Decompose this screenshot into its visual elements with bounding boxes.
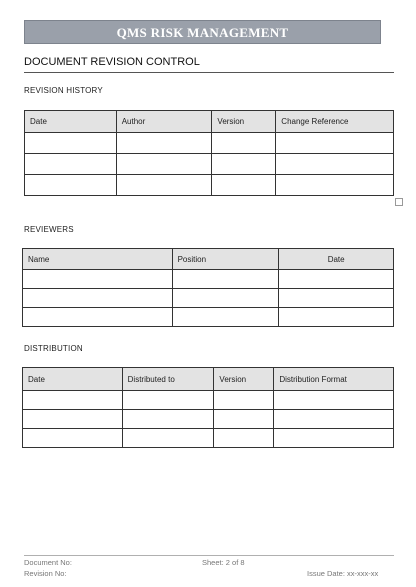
table-cell[interactable] bbox=[274, 410, 394, 429]
column-header-change-reference: Change Reference bbox=[276, 111, 394, 133]
distribution-table bbox=[22, 367, 394, 448]
table-cell[interactable] bbox=[172, 308, 279, 327]
reviewers-table bbox=[22, 248, 394, 327]
table-cell[interactable] bbox=[214, 429, 274, 448]
table-cell[interactable] bbox=[25, 175, 117, 196]
table-cell[interactable] bbox=[279, 289, 394, 308]
table-cell[interactable] bbox=[23, 429, 123, 448]
table-cell[interactable] bbox=[279, 270, 394, 289]
table-cell[interactable] bbox=[274, 391, 394, 410]
column-header-date: Date bbox=[23, 368, 123, 391]
column-header-distributed-to: Distributed to bbox=[122, 368, 214, 391]
table-cell[interactable] bbox=[276, 175, 394, 196]
table-row bbox=[23, 429, 394, 448]
footer-divider bbox=[24, 555, 394, 556]
footer-sheet: Sheet: 2 of 8 bbox=[202, 558, 245, 567]
table-resize-handle[interactable] bbox=[395, 198, 403, 206]
table-cell[interactable] bbox=[23, 391, 123, 410]
table-cell[interactable] bbox=[116, 133, 212, 154]
table-cell[interactable] bbox=[276, 154, 394, 175]
table-cell[interactable] bbox=[212, 133, 276, 154]
table-cell[interactable] bbox=[116, 154, 212, 175]
distribution-label: DISTRIBUTION bbox=[24, 344, 83, 353]
document-title: DOCUMENT REVISION CONTROL bbox=[24, 56, 200, 68]
table-header-row bbox=[23, 249, 394, 270]
table-cell[interactable] bbox=[279, 308, 394, 327]
footer-revision-no: Revision No: bbox=[24, 569, 67, 578]
revision-history-table bbox=[24, 110, 394, 196]
table-cell[interactable] bbox=[116, 175, 212, 196]
header-banner: QMS RISK MANAGEMENT bbox=[24, 20, 381, 44]
footer-issue-date: Issue Date: xx-xxx-xx bbox=[307, 569, 379, 578]
revision-history-label: REVISION HISTORY bbox=[24, 86, 103, 95]
table-row bbox=[23, 289, 394, 308]
column-header-date: Date bbox=[25, 111, 117, 133]
column-header-author: Author bbox=[116, 111, 212, 133]
table-cell[interactable] bbox=[23, 289, 173, 308]
table-cell[interactable] bbox=[23, 308, 173, 327]
table-cell[interactable] bbox=[122, 391, 214, 410]
title-divider bbox=[24, 72, 394, 73]
table-row bbox=[23, 308, 394, 327]
table-row bbox=[23, 391, 394, 410]
column-header-distribution-format: Distribution Format bbox=[274, 368, 394, 391]
table-cell[interactable] bbox=[276, 133, 394, 154]
table-row bbox=[25, 175, 394, 196]
table-header-row bbox=[23, 368, 394, 391]
table-cell[interactable] bbox=[122, 410, 214, 429]
column-header-version: Version bbox=[214, 368, 274, 391]
column-header-date: Date bbox=[279, 249, 394, 270]
table-cell[interactable] bbox=[214, 410, 274, 429]
column-header-name: Name bbox=[23, 249, 173, 270]
table-cell[interactable] bbox=[212, 175, 276, 196]
table-cell[interactable] bbox=[23, 270, 173, 289]
table-cell[interactable] bbox=[172, 289, 279, 308]
table-cell[interactable] bbox=[122, 429, 214, 448]
table-cell[interactable] bbox=[214, 391, 274, 410]
table-cell[interactable] bbox=[25, 133, 117, 154]
table-cell[interactable] bbox=[274, 429, 394, 448]
table-cell[interactable] bbox=[25, 154, 117, 175]
table-header-row bbox=[25, 111, 394, 133]
table-row bbox=[25, 154, 394, 175]
table-cell[interactable] bbox=[172, 270, 279, 289]
column-header-version: Version bbox=[212, 111, 276, 133]
table-cell[interactable] bbox=[23, 410, 123, 429]
table-row bbox=[25, 133, 394, 154]
footer-document-no: Document No: bbox=[24, 558, 72, 567]
reviewers-label: REVIEWERS bbox=[24, 225, 74, 234]
table-row bbox=[23, 270, 394, 289]
table-cell[interactable] bbox=[212, 154, 276, 175]
column-header-position: Position bbox=[172, 249, 279, 270]
table-row bbox=[23, 410, 394, 429]
